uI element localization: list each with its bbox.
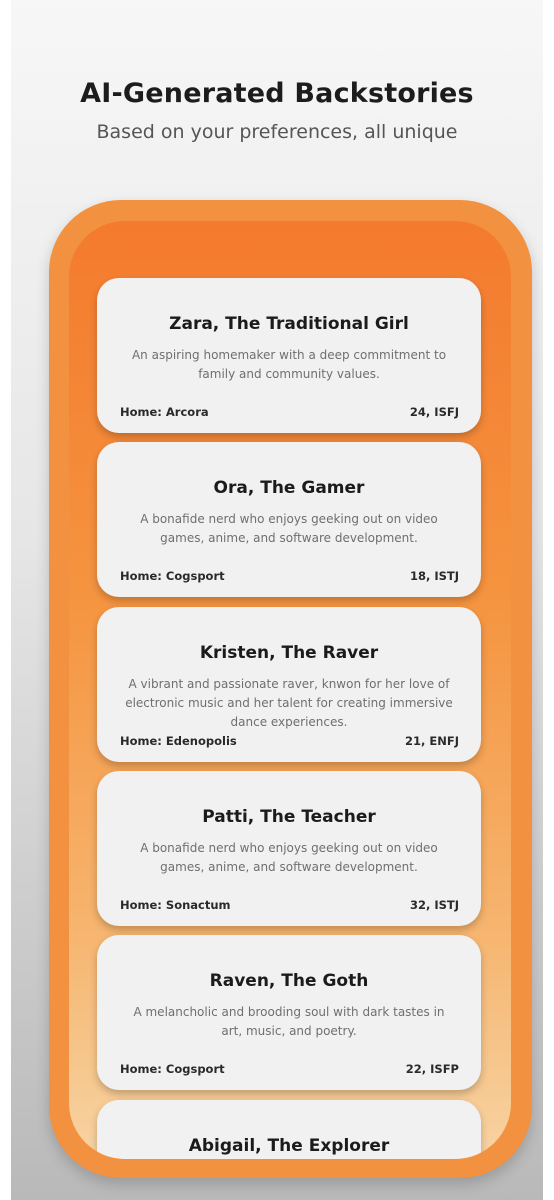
backstory-card[interactable] <box>97 278 481 433</box>
character-description: A bonafide nerd who enjoys geeking out on video games, anime, and software development. <box>140 512 438 545</box>
character-age-type: 18, ISTJ <box>409 569 459 583</box>
character-name: Patti, The Teacher <box>202 807 376 827</box>
page-subtitle: Based on your preferences, all unique <box>96 121 458 143</box>
character-home: Home: Sonactum <box>120 898 231 912</box>
screen <box>11 0 543 1200</box>
character-description: A melancholic and brooding soul with dark tastes in art, music, and poetry. <box>133 1005 445 1038</box>
character-home: Home: Cogsport <box>120 569 225 583</box>
character-description: An aspiring homemaker with a deep commitment to family and community values. <box>131 348 447 381</box>
backstory-card[interactable] <box>97 935 481 1090</box>
backstory-card[interactable] <box>97 771 481 926</box>
backstory-card[interactable] <box>97 1100 481 1159</box>
character-age-type: 22, ISFP <box>405 1062 459 1076</box>
character-home: Home: Cogsport <box>120 1062 225 1076</box>
phone-frame <box>49 200 532 1178</box>
character-description: A vibrant and passionate raver, knwon for her love of electronic music and her talent for creating immersive dance experiences. <box>125 677 453 729</box>
character-age-type: 32, ISTJ <box>409 898 459 912</box>
character-name: Kristen, The Raver <box>199 643 379 663</box>
character-name: Abigail, The Explorer <box>188 1136 390 1156</box>
character-name: Raven, The Goth <box>209 971 369 991</box>
character-description: A bonafide nerd who enjoys geeking out on video games, anime, and software development. <box>140 841 438 874</box>
character-home: Home: Edenopolis <box>120 734 237 748</box>
character-name: Zara, The Traditional Girl <box>169 314 409 334</box>
character-age-type: 21, ENFJ <box>405 734 459 748</box>
backstory-list[interactable] <box>69 221 511 1159</box>
backstory-card[interactable] <box>97 607 481 762</box>
character-home: Home: Arcora <box>120 405 209 419</box>
character-name: Ora, The Gamer <box>213 478 365 498</box>
page-title: AI-Generated Backstories <box>80 78 474 109</box>
backstory-card[interactable] <box>97 442 481 597</box>
character-age-type: 24, ISFJ <box>409 405 459 419</box>
